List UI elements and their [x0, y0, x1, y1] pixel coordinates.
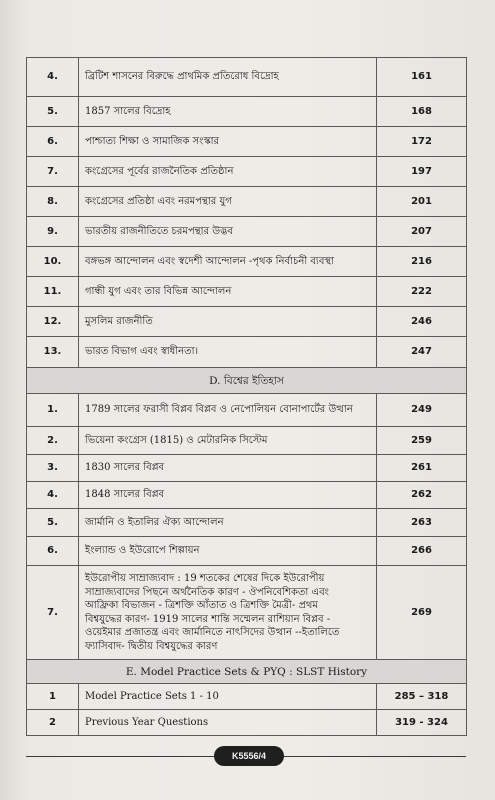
- row-number: 4.: [27, 482, 79, 509]
- row-page: 259: [377, 427, 467, 455]
- row-page: 222: [377, 277, 467, 307]
- row-number: 7.: [27, 157, 79, 187]
- row-title: Previous Year Questions: [79, 710, 377, 736]
- row-title: পাশ্চাত্য শিক্ষা ও সামাজিক সংস্কার: [79, 127, 377, 157]
- row-number: 9.: [27, 217, 79, 247]
- row-title: 1830 সালের বিপ্লব: [79, 455, 377, 482]
- table-row: [27, 684, 467, 710]
- row-number: 13.: [27, 337, 79, 368]
- row-title: Model Practice Sets 1 - 10: [79, 684, 377, 710]
- row-number: 11.: [27, 277, 79, 307]
- row-title: 1857 সালের বিদ্রোহ: [79, 97, 377, 127]
- row-title: বঙ্গভঙ্গ আন্দোলন এবং স্বদেশী আন্দোলন -পৃথক নির্বাচনী ব্যবস্থা: [79, 247, 377, 277]
- row-page: 263: [377, 509, 467, 537]
- table-row: [27, 247, 467, 277]
- row-title: 1789 সালের ফরাসী বিপ্লব বিপ্লব ও নেপোলিয়ন বোনাপার্টের উত্থান: [79, 394, 377, 427]
- row-title: ইংল্যান্ড ও ইউরোপে শিল্পায়ন: [79, 537, 377, 566]
- table-row: [27, 307, 467, 337]
- row-number: 2: [27, 710, 79, 736]
- table-row: [27, 537, 467, 566]
- row-title-line: আফ্রিকা বিভাজন - ত্রিশক্তি আঁতাত ও ত্রিশক্তি মৈত্রী- প্রথম: [85, 600, 318, 611]
- table-row: [27, 482, 467, 509]
- section-header-d: [27, 368, 467, 394]
- row-page: 319 - 324: [377, 710, 467, 736]
- row-number: 5.: [27, 509, 79, 537]
- row-page: 201: [377, 187, 467, 217]
- row-page: 247: [377, 337, 467, 368]
- row-page: 207: [377, 217, 467, 247]
- row-number: 6.: [27, 127, 79, 157]
- section-header-e: [27, 660, 467, 684]
- row-page: 168: [377, 97, 467, 127]
- row-number: 4.: [27, 58, 79, 97]
- row-title: ব্রিটিশ শাসনের বিরুদ্ধে প্রাথমিক প্রতিরোধ বিদ্রোহ: [79, 58, 377, 97]
- row-page: 269: [377, 566, 467, 660]
- row-page: 261: [377, 455, 467, 482]
- row-number: 2.: [27, 427, 79, 455]
- table-row: [27, 58, 467, 97]
- table-row: [27, 157, 467, 187]
- table-row: [27, 337, 467, 368]
- row-title-multiline: [79, 566, 377, 660]
- row-title: কংগ্রেসের পূর্বের রাজনৈতিক প্রতিষ্ঠান: [79, 157, 377, 187]
- row-title-line: সাম্রাজ্যবাদের পিছনে অর্থনৈতিক কারণ - ঔপনিবেশিকতা এবং: [85, 586, 329, 598]
- row-page: 249: [377, 394, 467, 427]
- row-number: 5.: [27, 97, 79, 127]
- table-row: [27, 710, 467, 736]
- row-number: 12.: [27, 307, 79, 337]
- table-row: [27, 394, 467, 427]
- row-number: 1.: [27, 394, 79, 427]
- row-title-line: বিশ্বযুদ্ধের কারণ- 1919 সালের শান্তি সম্মেলন রাশিয়ান বিপ্লব -: [85, 613, 331, 625]
- row-title: গান্ধী যুগ এবং তার বিভিন্ন আন্দোলন: [79, 277, 377, 307]
- row-number: 1: [27, 684, 79, 710]
- row-page: 262: [377, 482, 467, 509]
- row-page: 266: [377, 537, 467, 566]
- contents-table: [26, 57, 467, 736]
- table-row: [27, 566, 467, 660]
- table-row: [27, 277, 467, 307]
- row-number: 8.: [27, 187, 79, 217]
- footer-code-badge: K5556/4: [214, 746, 284, 766]
- row-page: 285 – 318: [377, 684, 467, 710]
- row-title: মুসলিম রাজনীতি: [79, 307, 377, 337]
- row-page: 172: [377, 127, 467, 157]
- row-page: 197: [377, 157, 467, 187]
- row-title: ভারত বিভাগ এবং স্বাধীনতা।: [79, 337, 377, 368]
- row-number: 3.: [27, 455, 79, 482]
- row-title-line: ওয়েইমার প্রজাতন্ত্র এবং জার্মানিতে নাৎসিদের উত্থান --ইতালিতে: [85, 627, 340, 638]
- row-page: 216: [377, 247, 467, 277]
- table-row: [27, 455, 467, 482]
- row-page: 246: [377, 307, 467, 337]
- row-title: 1848 সালের বিপ্লব: [79, 482, 377, 509]
- row-title: জার্মানি ও ইতালির ঐক্য আন্দোলন: [79, 509, 377, 537]
- table-row: [27, 427, 467, 455]
- row-number: 10.: [27, 247, 79, 277]
- row-title-line: ফ্যাসিবাদ- দ্বিতীয় বিশ্বযুদ্ধের কারণ: [85, 640, 218, 652]
- table-row: [27, 217, 467, 247]
- row-page: 161: [377, 58, 467, 97]
- row-title: ভারতীয় রাজনীতিতে চরমপন্থার উদ্ভব: [79, 217, 377, 247]
- section-title: E. Model Practice Sets & PYQ : SLST History: [27, 660, 467, 684]
- table-row: [27, 509, 467, 537]
- row-number: 6.: [27, 537, 79, 566]
- table-row: [27, 187, 467, 217]
- table-row: [27, 127, 467, 157]
- table-row: [27, 97, 467, 127]
- row-number: 7.: [27, 566, 79, 660]
- row-title: কংগ্রেসের প্রতিষ্ঠা এবং নরমপন্থার যুগ: [79, 187, 377, 217]
- row-title-line: ইউরোপীয় সাম্রাজ্যবাদ : 19 শতকের শেষের দিকে ইউরোপীয়: [85, 573, 325, 584]
- section-title: D. বিশ্বের ইতিহাস: [27, 368, 467, 394]
- row-title: ভিয়েনা কংগ্রেস (1815) ও মেটারনিক সিস্টেম: [79, 427, 377, 455]
